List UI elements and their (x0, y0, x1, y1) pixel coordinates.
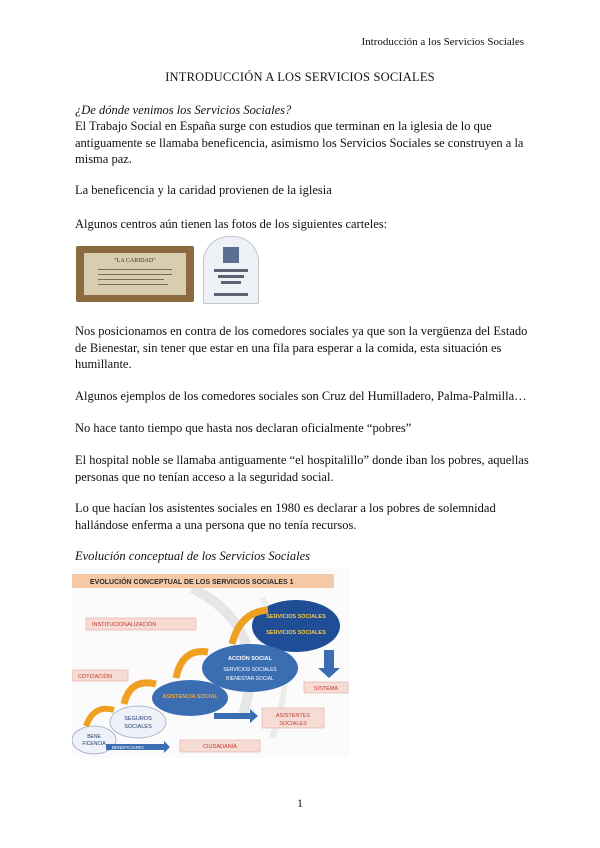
section-heading-origins: ¿De dónde venimos los Servicios Sociales? (75, 103, 292, 117)
down-arrow-icon (318, 650, 340, 678)
top-servicios-label-2: SERVICIOS SOCIALES (266, 630, 326, 636)
right-arrow-icon (214, 709, 258, 723)
paragraph-5: Algunos ejemplos de los comedores sociales son Cruz del Humilladero, Palma-Palmilla… (75, 389, 527, 403)
page-number: 1 (297, 796, 303, 810)
sistema-label: SISTEMA (313, 686, 339, 692)
seguros-sociales-ellipse (110, 706, 166, 738)
servicios-sociales-label: SERVICIOS SOCIALES (223, 667, 277, 673)
seguros-label-2: SOCIALES (124, 724, 152, 730)
paragraph-6: No hace tanto tiempo que hasta nos declaran oficialmente “pobres” (75, 421, 412, 435)
beneficiarios-label: BENEFICIARIO (112, 745, 144, 750)
orange-arrow-icon (124, 683, 156, 704)
plaque-text: "LA CARIDAD" (114, 258, 156, 264)
asistentes-label-1: ASISTENTES (275, 713, 311, 719)
accion-social-label: ACCIÓN SOCIAL (228, 656, 272, 662)
institucionalizacion-label: INSTITUCIONALIZACIÓN (92, 622, 157, 628)
caridad-plaque-image (76, 246, 194, 302)
paragraph-4: Nos posicionamos en contra de los comedores sociales ya que son la vergüenza del Estado de Bienestar, sin tener que estar en una fila para esperar a la comida, esta situación es humillante. (75, 324, 528, 371)
paragraph-2: La beneficencia y la caridad provienen de la iglesia (75, 183, 332, 197)
asistentes-label-2: SOCIALES (279, 721, 307, 727)
paragraph-7: El hospital noble se llamaba antiguamente “el hospitalillo” donde iban los pobres, aquellas personas que no tenían acceso a la seguridad social. (75, 453, 529, 484)
paragraph-8: Lo que hacían los asistentes sociales en 1980 es declarar a los pobres de solemnidad hallándose enferma a una persona que no tenía recursos. (75, 501, 496, 532)
cotizacion-label: COTIZACIÓN (78, 674, 112, 680)
arched-sign-image (203, 236, 259, 304)
running-header: Introducción a los Servicios Sociales (361, 36, 524, 48)
document-title: INTRODUCCIÓN A LOS SERVICIOS SOCIALES (165, 70, 435, 84)
beneficencia-label-1: BENE (87, 734, 101, 740)
seguros-label-1: SEGUROS (124, 716, 152, 722)
section-heading-evolution: Evolución conceptual de los Servicios Sociales (75, 549, 311, 563)
evolution-diagram (72, 568, 350, 758)
top-servicios-label-1: SERVICIOS SOCIALES (266, 614, 326, 620)
asistencia-social-label: ASISTENCIA SOCIAL (162, 694, 218, 700)
diagram-title: EVOLUCIÓN CONCEPTUAL DE LOS SERVICIOS SOCIALES 1 (90, 579, 294, 586)
paragraph-3: Algunos centros aún tienen las fotos de los siguientes carteles: (75, 217, 388, 231)
beneficencia-label-2: FICENCIA (82, 741, 106, 747)
ciudadania-label: CIUDADANÍA (203, 744, 237, 750)
bienestar-social-label: BIENESTAR SOCIAL (226, 676, 274, 682)
paragraph-1: El Trabajo Social en España surge con estudios que terminan en la iglesia de lo que antiguamente se llamaba beneficencia, asimismo los Servicios Sociales se construyen a la misma paz. (75, 119, 524, 166)
